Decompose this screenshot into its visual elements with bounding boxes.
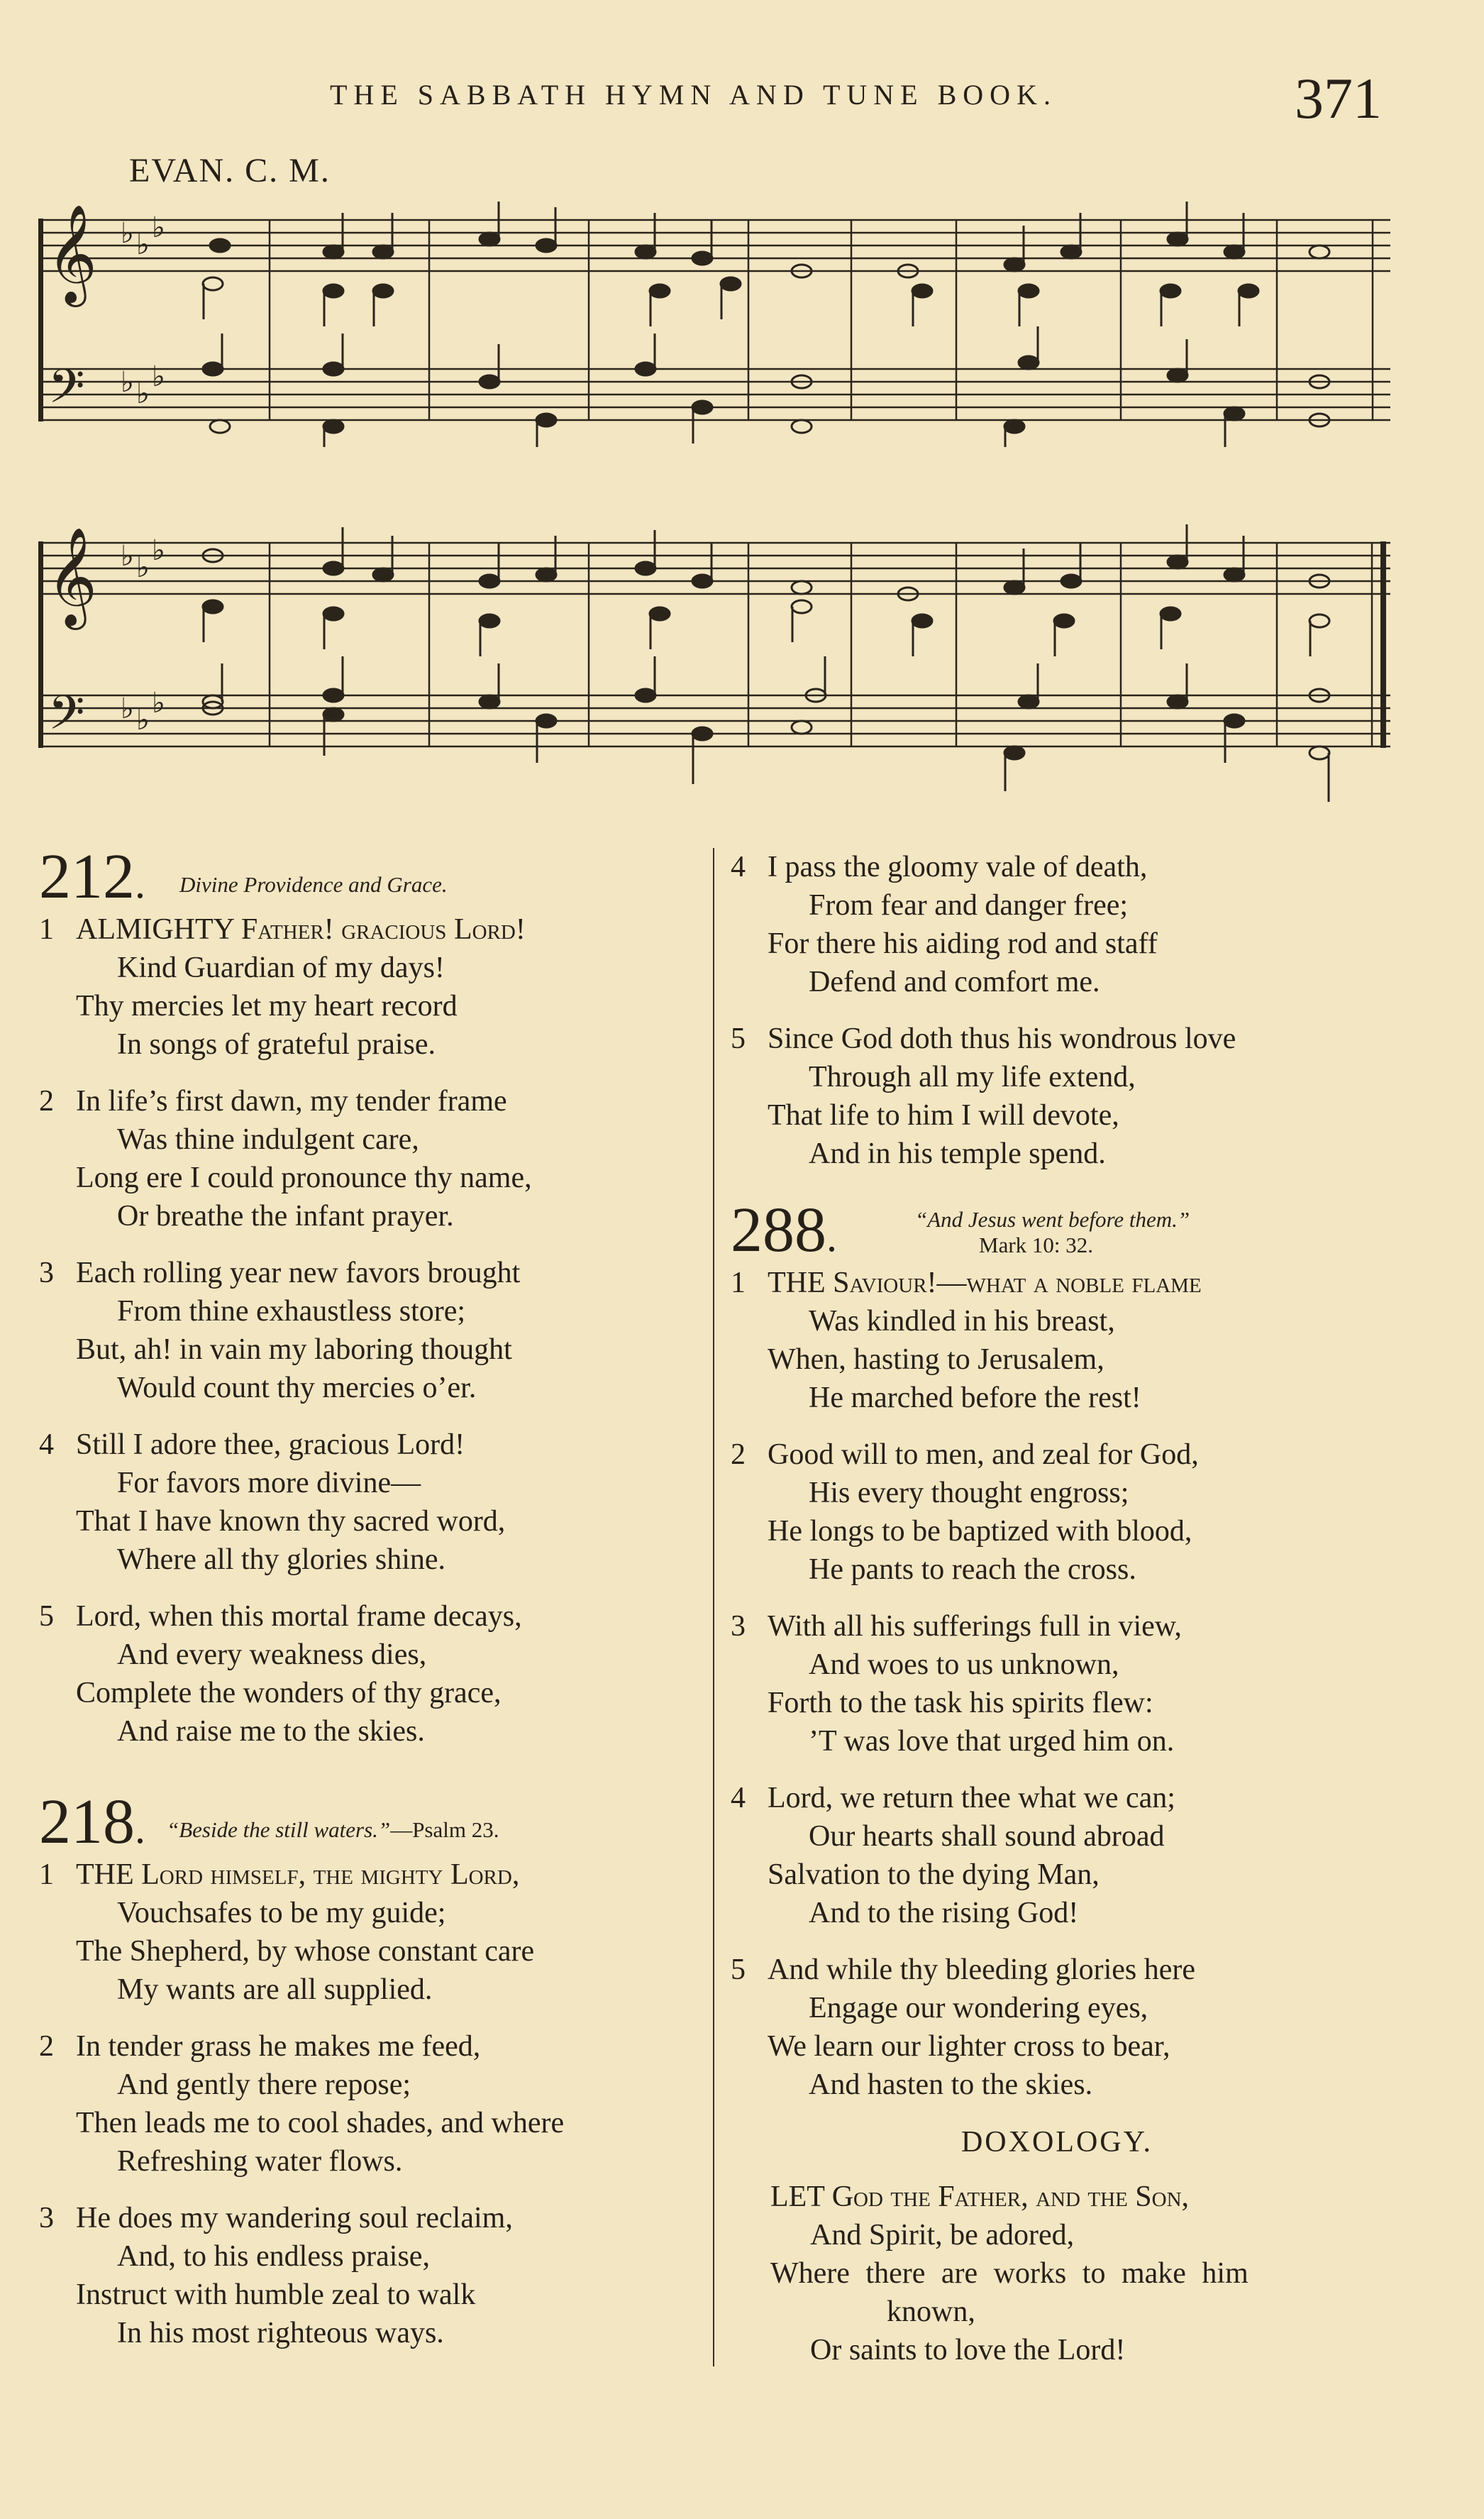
verse-line: Defend and comfort me. [809, 966, 1100, 998]
stanza [731, 1264, 1440, 1417]
svg-text:♭: ♭ [136, 551, 150, 584]
stanza [39, 1254, 702, 1407]
verse-line: In songs of grateful praise. [117, 1028, 436, 1061]
verse-line: For favors more divine— [117, 1467, 421, 1499]
verse-line: From thine exhaustless store; [117, 1295, 466, 1328]
stanza-number: 3 [731, 1610, 746, 1643]
stanza-number: 1 [731, 1267, 746, 1299]
svg-text:𝄞: 𝄞 [47, 527, 97, 626]
tune-title: EVAN. C. M. [129, 152, 331, 189]
verse-line: Refreshing water flows. [117, 2145, 403, 2178]
verse-line: And hasten to the skies. [809, 2068, 1093, 2101]
stanza [731, 1779, 1440, 1932]
svg-text:♭: ♭ [136, 228, 150, 261]
doxology [731, 2178, 1440, 2369]
verse-line: He pants to reach the cross. [809, 1553, 1136, 1586]
stanza-number: 2 [731, 1438, 746, 1471]
music-score-system-1 [35, 199, 1397, 447]
score-staves-2 [35, 522, 1397, 805]
hymn-number: 288. [731, 1195, 837, 1265]
svg-text:♭: ♭ [121, 693, 134, 725]
stanza [39, 1597, 702, 1751]
hymn-218-continued [731, 848, 1440, 1173]
hymn-number: 212. [39, 842, 145, 912]
verse-line: Our hearts shall sound abroad [809, 1820, 1165, 1853]
stanza [731, 1020, 1440, 1173]
svg-text:♭: ♭ [152, 534, 165, 567]
stanza [39, 1082, 702, 1235]
stanza [39, 2027, 702, 2181]
stanza-number: 5 [731, 1023, 746, 1055]
right-column [731, 848, 1440, 2388]
svg-text:♭: ♭ [121, 217, 134, 250]
column-divider [713, 848, 714, 2366]
stanza-number: 2 [39, 2030, 54, 2063]
verse-line: Thy mercies let my heart record [76, 990, 458, 1023]
stanza-number: 1 [39, 1858, 54, 1891]
doxology-title: DOXOLOGY. [960, 2126, 1153, 2159]
verse-line: Since God doth thus his wondrous love [768, 1023, 1236, 1055]
verse-line: THE Lord himself, the mighty Lord, [76, 1858, 520, 1891]
svg-text:𝄢: 𝄢 [48, 685, 85, 751]
hymn-218-heading [39, 1787, 702, 1857]
left-column [39, 842, 702, 2395]
verse-line: Was kindled in his breast, [809, 1305, 1115, 1338]
music-score-system-2 [35, 522, 1397, 805]
verse-line: For there his aiding rod and staff [768, 927, 1158, 960]
verse-line: When, hasting to Jerusalem, [768, 1343, 1104, 1376]
svg-text:𝄢: 𝄢 [48, 359, 85, 425]
verse-line: And every weakness dies, [117, 1638, 427, 1671]
verse-line: Where all thy glories shine. [117, 1543, 446, 1576]
stanza [39, 2199, 702, 2352]
hymn-number: 218. [39, 1787, 145, 1857]
verse-line: Each rolling year new favors brought [76, 1257, 521, 1289]
scripture-reference: —Psalm 23. [390, 1817, 499, 1842]
hymn-caption: “And Jesus went before them.” Mark 10: 32. [915, 1207, 1190, 1257]
verse-line: Complete the wonders of thy grace, [76, 1677, 502, 1709]
stanza-number: 1 [39, 913, 54, 946]
svg-text:♭: ♭ [152, 211, 165, 244]
verse-line: Would count thy mercies o’er. [117, 1372, 477, 1404]
score-staves-1 [35, 199, 1397, 447]
stanza [39, 910, 702, 1064]
verse-line: From fear and danger free; [809, 889, 1129, 922]
verse-line: The Shepherd, by whose constant care [76, 1935, 535, 1968]
stanza [39, 1856, 702, 2009]
hymn-caption: Divine Providence and Grace. [179, 872, 448, 897]
hymn-212 [39, 842, 702, 1751]
verse-line: We learn our lighter cross to bear, [768, 2030, 1170, 2063]
svg-text:♭: ♭ [136, 377, 150, 410]
stanza-number: 5 [731, 1953, 746, 1986]
svg-text:♭: ♭ [152, 687, 165, 720]
verse-line: I pass the gloomy vale of death, [768, 851, 1148, 883]
verse-line: Lord, we return thee what we can; [768, 1782, 1175, 1814]
verse-line: And raise me to the skies. [117, 1715, 425, 1748]
verse-line: He longs to be baptized with blood, [768, 1515, 1192, 1548]
svg-text:♭: ♭ [121, 540, 134, 573]
verse-line: Then leads me to cool shades, and where [76, 2107, 565, 2139]
verse-line: LET God the Father, and the Son, [770, 2181, 1190, 2213]
hymn-212-heading [39, 842, 702, 912]
verse-line: That I have known thy sacred word, [76, 1505, 506, 1538]
verse-line: And to the rising God! [809, 1897, 1079, 1929]
stanza [731, 1607, 1440, 1760]
verse-line: In his most righteous ways. [117, 2317, 444, 2349]
verse-line: His every thought engross; [809, 1477, 1129, 1509]
stanza-number: 3 [39, 2202, 54, 2234]
verse-line: Good will to men, and zeal for God, [768, 1438, 1199, 1471]
verse-line: And woes to us unknown, [809, 1648, 1119, 1681]
verse-line: Vouchsafes to be my guide; [117, 1897, 446, 1929]
verse-line: known, [887, 2295, 975, 2328]
stanza-number: 4 [731, 1782, 746, 1814]
verse-line: In tender grass he makes me feed, [76, 2030, 481, 2063]
hymn-288-heading [731, 1195, 1440, 1265]
verse-line: Was thine indulgent care, [117, 1123, 419, 1156]
verse-line: He marched before the rest! [809, 1382, 1141, 1414]
verse-line: And gently there repose; [117, 2068, 411, 2101]
verse-line: Long ere I could pronounce thy name, [76, 1162, 532, 1194]
hymn-288 [731, 1195, 1440, 2104]
stanza-number: 3 [39, 1257, 54, 1289]
verse-line: With all his sufferings full in view, [768, 1610, 1182, 1643]
verse-line: Or saints to love the Lord! [810, 2334, 1126, 2366]
stanza-number: 2 [39, 1085, 54, 1118]
verse-line: THE Saviour!—what a noble flame [768, 1267, 1202, 1299]
verse-line: And Spirit, be adored, [810, 2219, 1075, 2251]
verse-line: Kind Guardian of my days! [117, 952, 445, 984]
stanza [731, 848, 1440, 1001]
verse-line: And while thy bleeding glories here [768, 1953, 1196, 1986]
stanza [39, 1426, 702, 1579]
verse-line: But, ah! in vain my laboring thought [76, 1333, 512, 1366]
verse-line: Instruct with humble zeal to walk [76, 2278, 476, 2311]
verse-line: That life to him I will devote, [768, 1099, 1119, 1132]
svg-text:♭: ♭ [121, 366, 134, 399]
scripture-reference: Mark 10: 32. [979, 1233, 1094, 1257]
hymn-caption: “Beside the still waters.”—Psalm 23. [167, 1817, 499, 1842]
verse-line: Still I adore thee, gracious Lord! [76, 1428, 465, 1461]
stanza [731, 1951, 1440, 2104]
verse-line: Or breathe the infant prayer. [117, 1200, 454, 1233]
verse-line: Lord, when this mortal frame decays, [76, 1600, 522, 1633]
verse-line: Through all my life extend, [809, 1061, 1136, 1093]
verse-line: And, to his endless praise, [117, 2240, 430, 2273]
stanza-number: 4 [39, 1428, 54, 1461]
stanza [731, 1435, 1440, 1589]
stanza-number: 5 [39, 1600, 54, 1633]
verse-line: My wants are all supplied. [117, 1973, 433, 2006]
running-title: THE SABBATH HYMN AND TUNE BOOK. [330, 79, 1057, 111]
svg-text:𝄞: 𝄞 [47, 204, 97, 303]
verse-line: ’T was love that urged him on. [809, 1725, 1175, 1758]
verse-line: Salvation to the dying Man, [768, 1858, 1100, 1891]
verse-line: Engage our wondering eyes, [809, 1992, 1148, 2024]
hymn-218 [39, 1787, 702, 2352]
verse-line: And in his temple spend. [809, 1137, 1106, 1170]
stanza-number: 4 [731, 851, 746, 883]
verse-line: Forth to the task his spirits flew: [768, 1687, 1153, 1719]
verse-line: He does my wandering soul reclaim, [76, 2202, 513, 2234]
verse-line: Where there are works to make him [770, 2257, 1248, 2290]
verse-line: ALMIGHTY Father! gracious Lord! [76, 913, 526, 946]
svg-text:♭: ♭ [152, 360, 165, 393]
svg-text:♭: ♭ [136, 704, 150, 737]
page-number: 371 [1295, 66, 1382, 131]
verse-line: In life’s first dawn, my tender frame [76, 1085, 507, 1118]
